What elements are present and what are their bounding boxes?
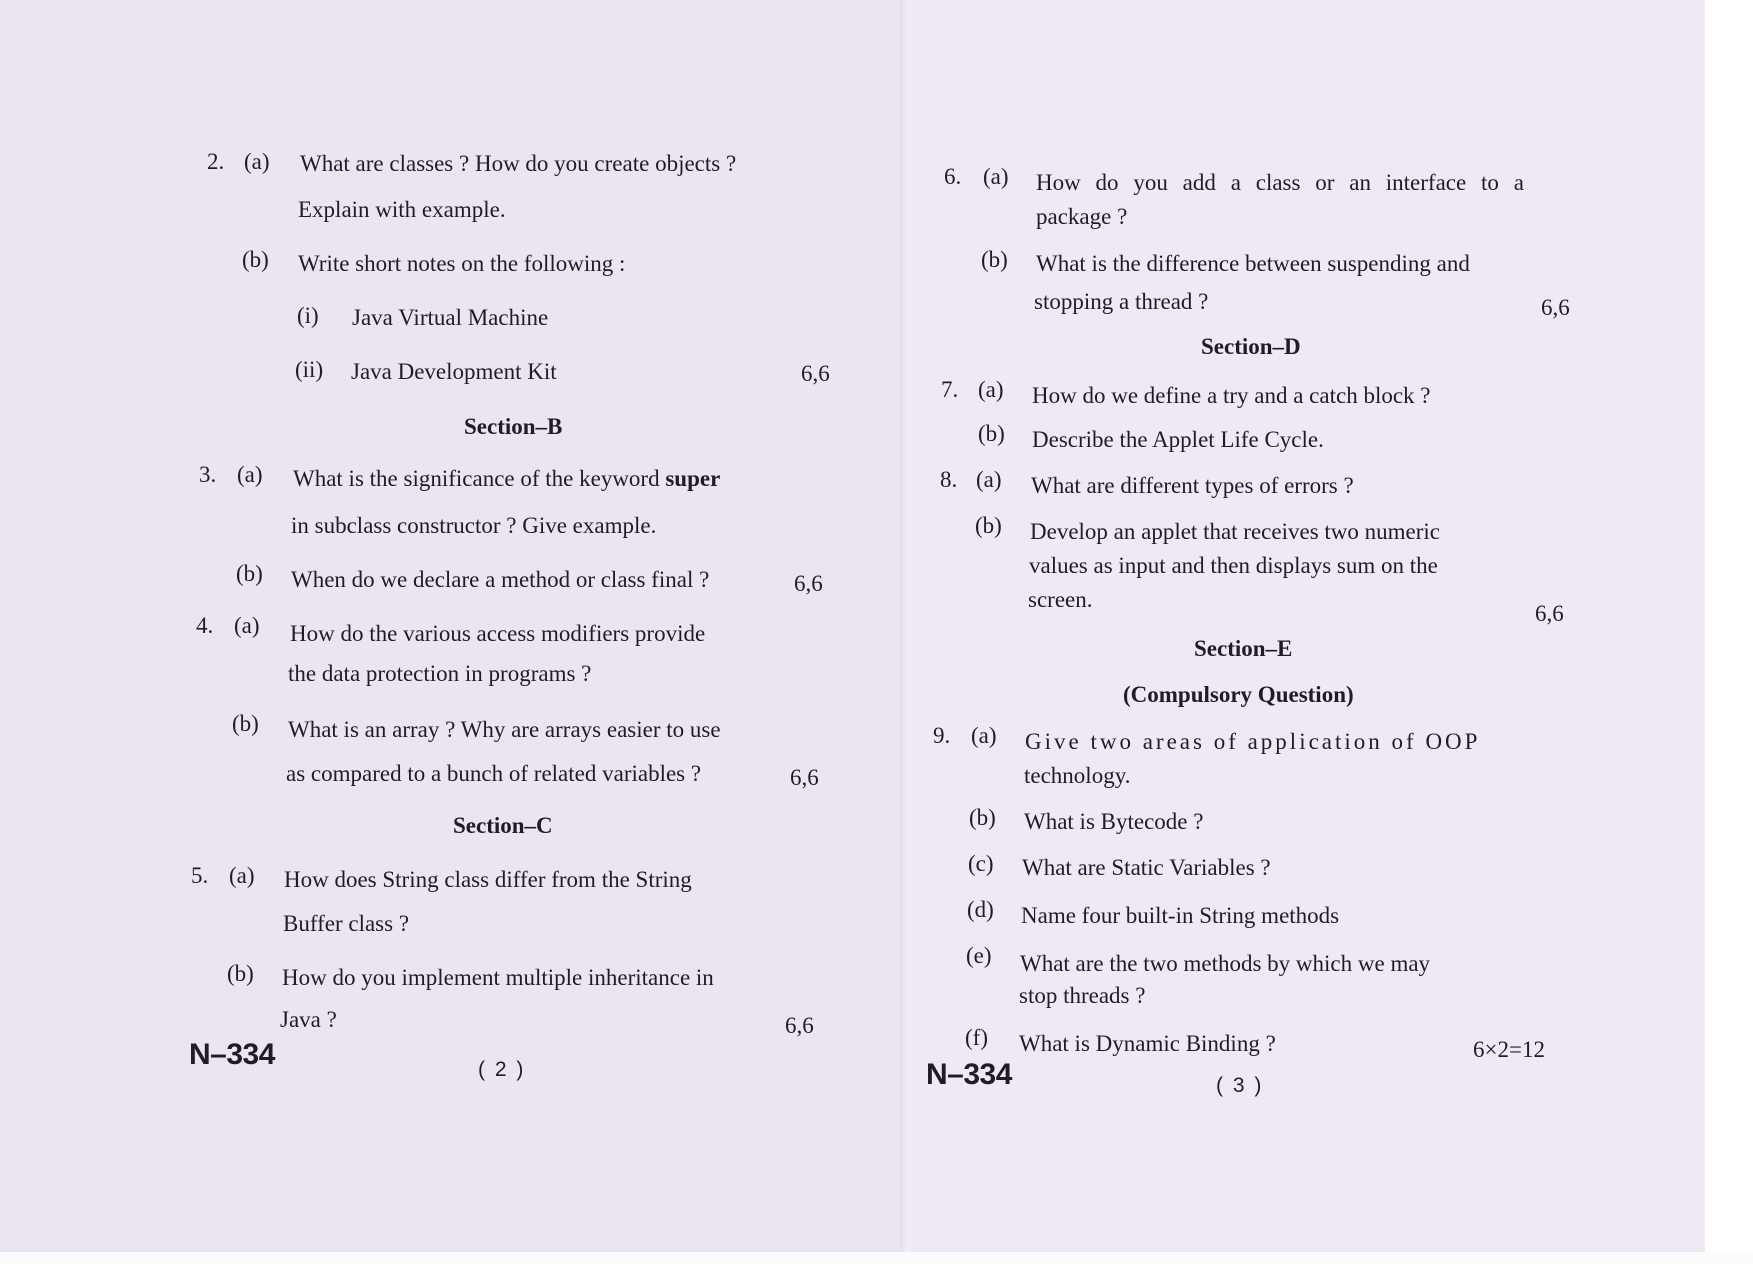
question-text: What is an array ? Why are arrays easier to use [288, 717, 721, 742]
question-text: Java Development Kit [351, 359, 557, 384]
question-text: as compared to a bunch of related variables ? [286, 761, 702, 786]
question-text: Buffer class ? [283, 911, 410, 936]
paper-code: N–334 [926, 1058, 1012, 1091]
question-text: What is the difference between suspending and [1036, 251, 1470, 276]
marks: 6,6 [1541, 295, 1570, 320]
question-text: stop threads ? [1019, 983, 1146, 1008]
question-number: 6. [944, 164, 962, 189]
page-number: ( 2 ) [478, 1058, 526, 1081]
part-label: (b) [969, 805, 996, 830]
question-text: What is the significance of the keyword super [293, 466, 721, 491]
question-number: 2. [207, 149, 225, 174]
page-fold [900, 0, 914, 1252]
question-text: How do you add a class or an interface to a [1036, 170, 1524, 195]
page-number: ( 3 ) [1216, 1074, 1264, 1097]
question-text: technology. [1024, 763, 1131, 788]
section-subheading: (Compulsory Question) [1123, 682, 1354, 707]
sub-part-label: (ii) [295, 357, 324, 382]
question-text: Give two areas of application of OOP [1025, 729, 1481, 754]
scan-border [0, 1252, 1753, 1264]
part-label: (b) [232, 711, 259, 736]
part-label: (c) [968, 851, 994, 876]
question-text: What are different types of errors ? [1031, 473, 1354, 498]
question-number: 9. [933, 723, 951, 748]
marks: 6,6 [790, 765, 819, 790]
question-text: How does String class differ from the String [284, 867, 692, 892]
part-label: (d) [967, 897, 994, 922]
question-text: How do the various access modifiers provide [290, 621, 706, 646]
marks: 6,6 [785, 1013, 814, 1038]
question-number: 8. [940, 467, 958, 492]
part-label: (b) [975, 513, 1002, 538]
section-heading: Section–B [464, 414, 563, 439]
question-text: What are classes ? How do you create objects ? [300, 151, 737, 176]
part-label: (b) [242, 247, 269, 272]
question-text: How do you implement multiple inheritance in [282, 965, 714, 990]
question-text: Describe the Applet Life Cycle. [1032, 427, 1324, 452]
part-label: (b) [227, 961, 254, 986]
section-heading: Section–C [453, 813, 553, 838]
part-label: (a) [976, 467, 1002, 492]
part-label: (a) [229, 863, 255, 888]
question-number: 5. [191, 863, 209, 888]
marks: 6×2=12 [1473, 1037, 1545, 1062]
section-heading: Section–E [1194, 636, 1293, 661]
part-label: (b) [978, 421, 1005, 446]
question-text: How do we define a try and a catch block ? [1032, 383, 1431, 408]
question-text: Java ? [280, 1007, 337, 1032]
question-text: in subclass constructor ? Give example. [291, 513, 657, 538]
part-label: (e) [966, 943, 992, 968]
part-label: (a) [983, 164, 1009, 189]
question-number: 7. [941, 377, 959, 402]
question-text: Explain with example. [298, 197, 506, 222]
question-text: When do we declare a method or class final ? [291, 567, 710, 592]
question-text: values as input and then displays sum on the [1029, 553, 1438, 578]
question-text: What are Static Variables ? [1022, 855, 1271, 880]
part-label: (b) [236, 561, 263, 586]
marks: 6,6 [801, 361, 830, 386]
paper-code: N–334 [189, 1038, 275, 1071]
question-text: Java Virtual Machine [352, 305, 549, 330]
part-label: (a) [971, 723, 997, 748]
part-label: (f) [965, 1025, 988, 1050]
part-label: (a) [237, 462, 263, 487]
sub-part-label: (i) [297, 303, 319, 328]
question-number: 3. [199, 462, 217, 487]
question-text: package ? [1036, 204, 1128, 229]
keyword: super [665, 466, 721, 491]
section-heading: Section–D [1201, 334, 1301, 359]
part-label: (a) [978, 377, 1004, 402]
question-text: Develop an applet that receives two numeric [1030, 519, 1441, 544]
question-text: Name four built-in String methods [1021, 903, 1340, 928]
question-text: What are the two methods by which we may [1020, 951, 1431, 976]
part-label: (a) [234, 613, 260, 638]
marks: 6,6 [1535, 601, 1564, 626]
question-text: the data protection in programs ? [288, 661, 592, 686]
question-text: Write short notes on the following : [298, 251, 626, 276]
question-number: 4. [196, 613, 214, 638]
question-text: What is Bytecode ? [1024, 809, 1204, 834]
question-text: screen. [1028, 587, 1093, 612]
part-label: (a) [244, 149, 270, 174]
question-text: What is Dynamic Binding ? [1019, 1031, 1276, 1056]
question-text: stopping a thread ? [1034, 289, 1209, 314]
part-label: (b) [981, 247, 1008, 272]
marks: 6,6 [794, 571, 823, 596]
